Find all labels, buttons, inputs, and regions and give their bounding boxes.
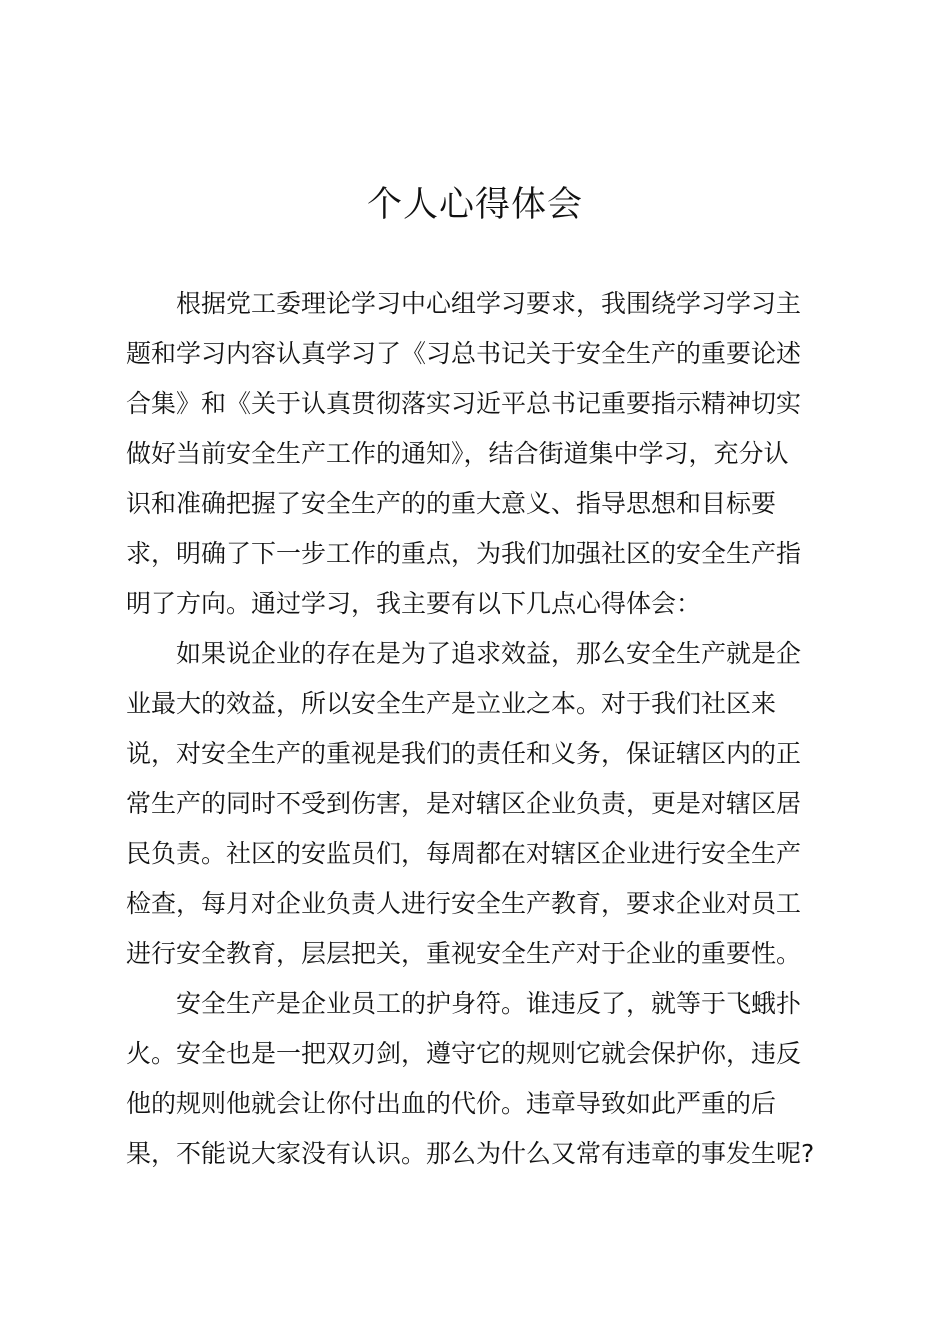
paragraph-2-line-4: 常生产的同时不受到伤害，是对辖区企业负责，更是对辖区居 (126, 789, 802, 818)
paragraph-3-line-2: 火。安全也是一把双刃剑，遵守它的规则它就会保护你，违反 (126, 1039, 802, 1068)
paragraph-2-line-7: 进行安全教育，层层把关，重视安全生产对于企业的重要性。 (126, 939, 802, 968)
paragraph-2-line-6: 检查，每月对企业负责人进行安全生产教育，要求企业对员工 (126, 889, 802, 918)
paragraph-2-line-2: 业最大的效益，所以安全生产是立业之本。对于我们社区来 (126, 689, 777, 718)
paragraph-1-line-3: 合集》和《关于认真贯彻落实习近平总书记重要指示精神切实 (126, 389, 802, 418)
paragraph-3-line-3: 他的规则他就会让你付出血的代价。违章导致如此严重的后 (126, 1089, 777, 1118)
paragraph-3-line-1: 安全生产是企业员工的护身符。谁违反了，就等于飞蛾扑 (176, 989, 802, 1018)
paragraph-2-line-3: 说，对安全生产的重视是我们的责任和义务，保证辖区内的正 (126, 739, 802, 768)
document-title: 个人心得体会 (366, 185, 583, 225)
paragraph-1-line-4: 做好当前安全生产工作的通知》，结合街道集中学习，充分认 (126, 439, 789, 468)
paragraph-1-line-7: 明了方向。通过学习，我主要有以下几点心得体会： (126, 589, 702, 618)
paragraph-2-line-5: 民负责。社区的安监员们，每周都在对辖区企业进行安全生产 (126, 839, 802, 868)
paragraph-3-line-4: 果，不能说大家没有认识。那么为什么又常有违章的事发生呢? (126, 1139, 815, 1168)
paragraph-1-line-6: 求，明确了下一步工作的重点，为我们加强社区的安全生产指 (126, 539, 802, 568)
document-body (126, 279, 836, 1179)
paragraph-1-line-5: 识和准确把握了安全生产的的重大意义、指导思想和目标要 (126, 489, 777, 518)
paragraph-2-line-1: 如果说企业的存在是为了追求效益，那么安全生产就是企 (176, 639, 802, 668)
paragraph-1-line-1: 根据党工委理论学习中心组学习要求，我围绕学习学习主 (176, 289, 802, 318)
paragraph-1-line-2: 题和学习内容认真学习了《习总书记关于安全生产的重要论述 (126, 339, 802, 368)
